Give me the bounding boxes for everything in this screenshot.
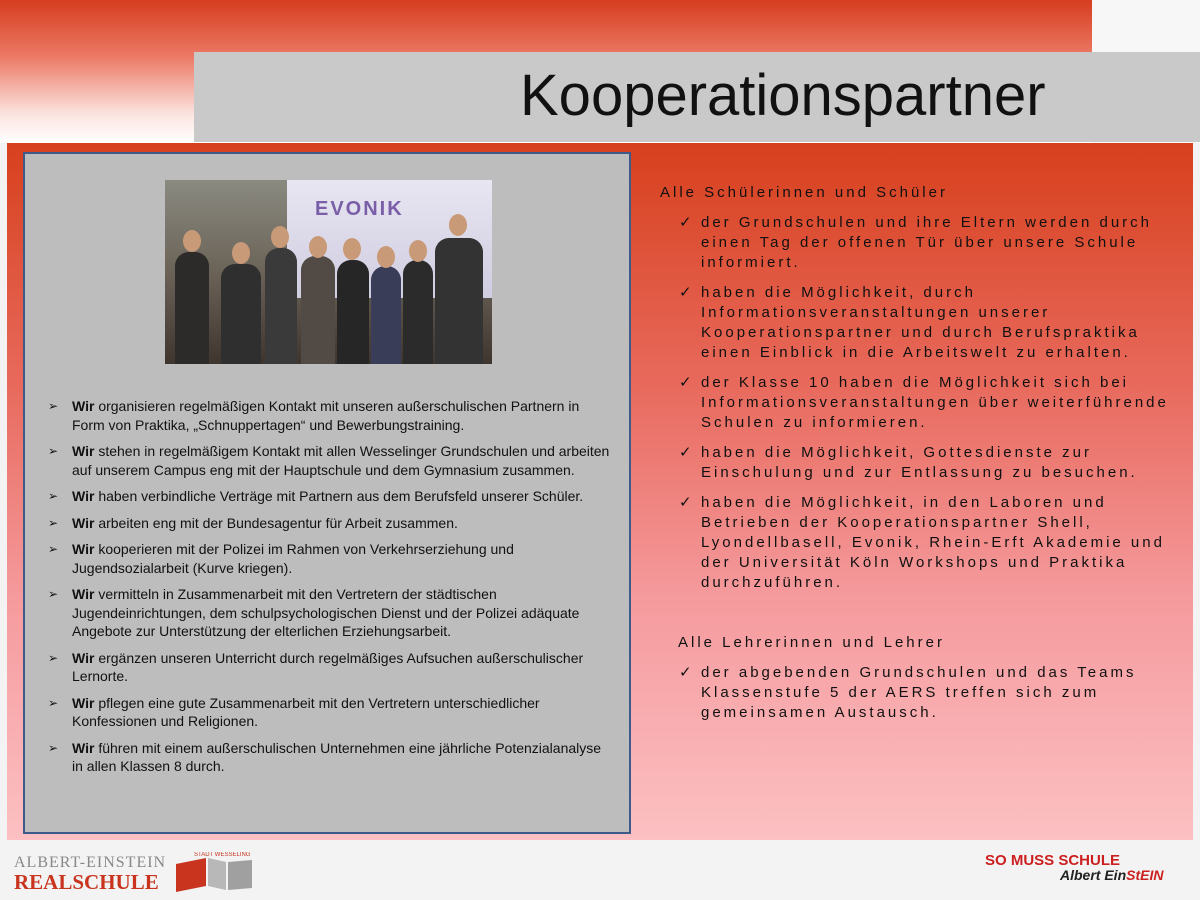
list-item-text: der Grundschulen und ihre Eltern werden durch einen Tag der offenen Tür über unsere Schule informiert. [701, 214, 1153, 271]
person-figure [175, 252, 209, 364]
bullet-lead: Wir [72, 398, 95, 414]
school-logo [14, 846, 264, 896]
teachers-list [660, 663, 1180, 723]
bullet-lead: Wir [72, 514, 95, 531]
bullet-text: organisieren regelmäßigen Kontakt mit unseren außerschulischen Partnern in Form von Praktika, „Schnuppertagen“ und Bewerbungstraining. [72, 398, 580, 433]
arrow-bullet-icon: ➢ [48, 587, 59, 601]
list-item-text: der Klasse 10 haben die Möglichkeit sich bei Informationsveranstaltungen über weiterführende Schulen zu informieren. [701, 374, 1169, 431]
list-item [660, 213, 1180, 273]
logo-line1: ALBERT-EINSTEIN [14, 854, 167, 871]
list-item [48, 739, 614, 776]
list-item [660, 283, 1180, 363]
right-column [660, 183, 1180, 733]
arrow-bullet-icon: ➢ [48, 542, 59, 556]
list-item [660, 663, 1180, 723]
checkmark-icon: ✓ [679, 214, 692, 231]
checkmark-icon: ✓ [679, 664, 692, 681]
bullet-text: stehen in regelmäßigem Kontakt mit allen Wesselinger Grundschulen und arbeiten auf unserem Campus eng mit der Hauptschule und dem Gymnasium zusammen. [72, 443, 610, 478]
bullet-lead: Wir [72, 443, 95, 459]
slogan-line2 [1060, 867, 1163, 883]
person-head [309, 236, 327, 258]
list-item [660, 443, 1180, 483]
person-figure [337, 260, 369, 364]
bullet-lead: Wir [72, 541, 95, 557]
bullet-lead: Wir [72, 586, 95, 602]
person-head [343, 238, 361, 260]
checkmark-icon: ✓ [679, 444, 692, 461]
arrow-bullet-icon: ➢ [48, 650, 59, 665]
bullet-text: haben verbindliche Verträge mit Partnern aus dem Berufsfeld unserer Schüler. [94, 488, 584, 504]
bullet-text: kooperieren mit der Polizei im Rahmen von Verkehrserziehung und Jugendsozialarbeit (Kurve kriegen). [72, 541, 514, 576]
arrow-bullet-icon: ➢ [48, 444, 59, 458]
bullet-text: arbeiten eng mit der Bundesagentur für Arbeit zusammen. [94, 514, 458, 531]
students-heading: Alle Schülerinnen und Schüler [660, 184, 948, 201]
list-item [660, 493, 1180, 593]
list-item-text: der abgebenden Grundschulen und das Teams Klassenstufe 5 der AERS treffen sich zum gemeinsamen Austausch. [701, 664, 1137, 721]
arrow-bullet-icon: ➢ [48, 740, 59, 755]
person-figure [403, 260, 433, 364]
person-head [449, 214, 467, 236]
list-item-text: haben die Möglichkeit, durch Informationsveranstaltungen unserer Kooperationspartner und durch Berufspraktika einen Einblick in die Arbeitswelt zu erhalten. [701, 284, 1140, 361]
checkmark-icon: ✓ [679, 374, 692, 391]
arrow-bullet-icon: ➢ [48, 399, 59, 413]
left-bullet-list [48, 397, 614, 784]
list-item [48, 649, 614, 686]
person-head [409, 240, 427, 262]
list-item-text: haben die Möglichkeit, in den Laboren und Betrieben der Kooperationspartner Shell, Lyondellbasell, Evonik, Rhein-Erft Akademie und der Universität Köln Workshops und Praktika durchzuführen. [701, 494, 1165, 591]
checkmark-icon: ✓ [679, 494, 692, 511]
person-figure [301, 256, 335, 364]
person-head [377, 246, 395, 268]
bullet-lead: Wir [72, 694, 95, 711]
person-head [183, 230, 201, 252]
person-figure [265, 248, 297, 364]
person-figure [221, 264, 261, 364]
group-photo [165, 180, 492, 364]
list-item [48, 585, 614, 641]
arrow-bullet-icon: ➢ [48, 515, 59, 530]
list-item [48, 487, 614, 506]
bullet-text: ergänzen unseren Unterricht durch regelmäßiges Aufsuchen außerschulischer Lernorte. [72, 649, 584, 684]
person-head [271, 226, 289, 248]
arrow-bullet-icon: ➢ [48, 695, 59, 710]
list-item [660, 373, 1180, 433]
slogan-part-a: Albert Ein [1060, 867, 1127, 883]
slogan-part-b: StEIN [1126, 867, 1164, 883]
slide-title: Kooperationspartner [520, 63, 1046, 128]
bullet-lead: Wir [72, 649, 95, 666]
bullet-text: vermitteln in Zusammenarbeit mit den Vertretern der städtischen Jugendeinrichtungen, dem schulpsychologischen Dienst und der Polizei adäquate Angebote zur Unterstützung der elterlichen Erziehungsarbeit. [72, 586, 580, 639]
book-logo-icon [166, 852, 256, 894]
list-item [48, 514, 614, 533]
slogan-line1: SO MUSS SCHULE [985, 852, 1121, 869]
list-item [48, 442, 614, 479]
checkmark-icon: ✓ [679, 284, 692, 301]
list-item [48, 397, 614, 434]
arrow-bullet-icon: ➢ [48, 489, 59, 503]
list-item [48, 694, 614, 731]
logo-line2: REALSCHULE [14, 870, 159, 894]
bullet-lead: Wir [72, 488, 95, 504]
evonik-logo: EVONIK [315, 198, 404, 220]
bullet-lead: Wir [72, 739, 95, 756]
teachers-heading: Alle Lehrerinnen und Lehrer [678, 634, 945, 651]
person-figure [371, 266, 401, 364]
list-item [48, 540, 614, 577]
bullet-text: pflegen eine gute Zusammenarbeit mit den Vertretern unterschiedlicher Konfessionen und Religionen. [72, 694, 540, 729]
students-list [660, 213, 1180, 593]
list-item-text: haben die Möglichkeit, Gottesdienste zur Einschulung und zur Entlassung zu besuchen. [701, 444, 1138, 481]
person-head [232, 242, 250, 264]
person-figure [435, 238, 483, 364]
bullet-text: führen mit einem außerschulischen Unternehmen eine jährliche Potenzialanalyse in allen Klassen 8 durch. [72, 739, 602, 774]
logo-arc-text: STADT WESSELING [194, 852, 251, 858]
